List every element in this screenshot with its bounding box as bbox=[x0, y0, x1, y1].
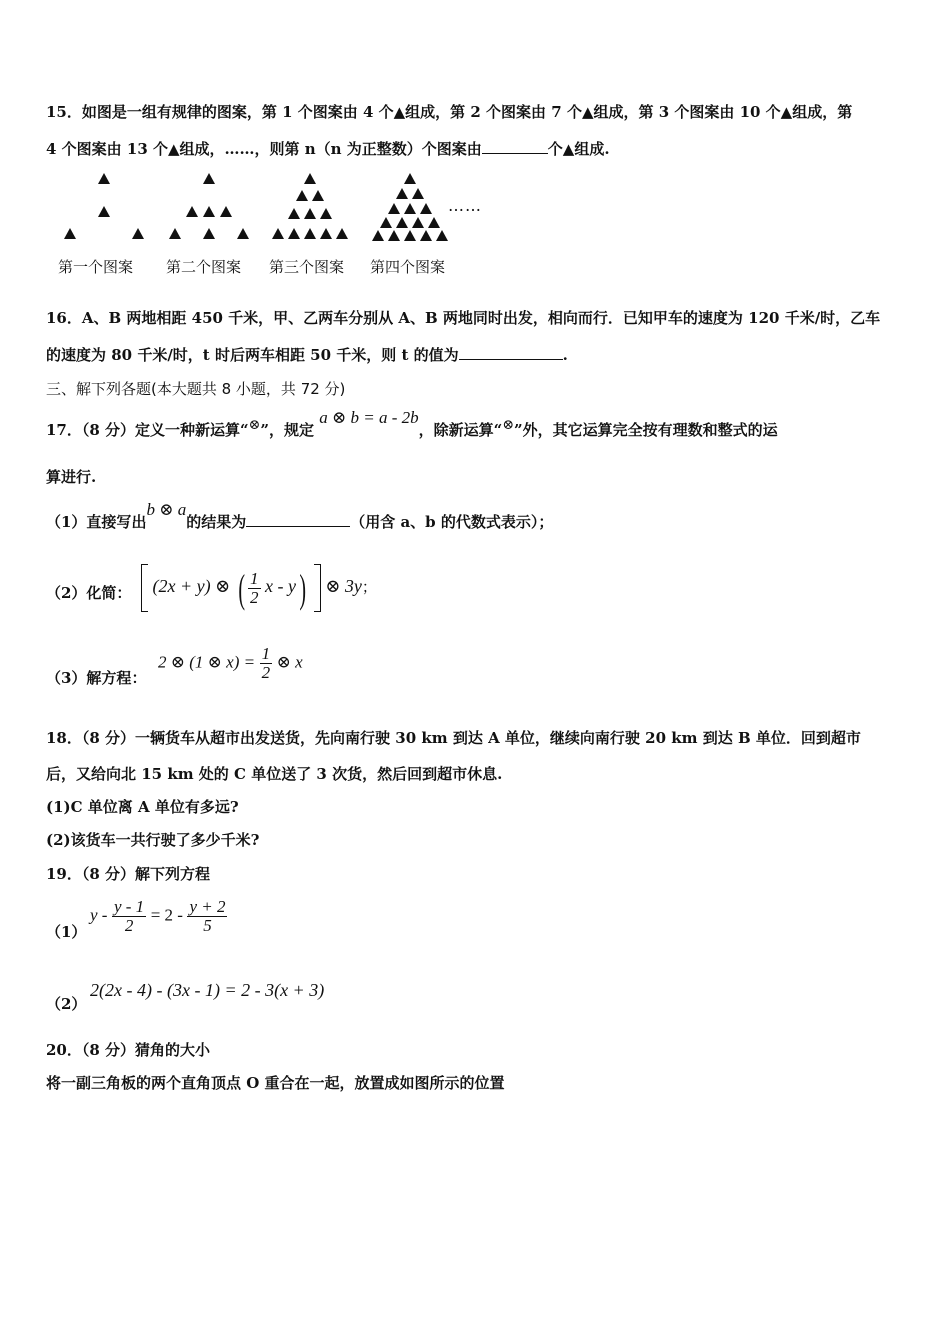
q19-part1-expr bbox=[90, 898, 227, 935]
caption-pattern-1: 第一个图案 bbox=[58, 258, 134, 276]
q17-part3-expr bbox=[158, 645, 303, 682]
q19-part1-label: （1） bbox=[46, 923, 87, 941]
q17-text-2: ”，规定 bbox=[260, 421, 315, 439]
q17-p2-right: x - y bbox=[265, 576, 297, 597]
q15-line2 bbox=[46, 139, 610, 159]
q17-p1-mid: 的结果为 bbox=[186, 513, 247, 531]
q19-p1-f1-den: 2 bbox=[124, 916, 134, 935]
pattern-1 bbox=[64, 173, 144, 239]
q17-p2-end: ； bbox=[361, 578, 377, 597]
q17-text-4: ”外，其它运算完全按有理数和整式的运 bbox=[514, 421, 778, 439]
pattern-ellipsis: …… bbox=[448, 196, 482, 215]
q15-line1: 15．如图是一组有规律的图案，第 1 个图案由 4 个▲组成，第 2 个图案由 7 个▲组成，第 3 个图案由 10 个▲组成，第 bbox=[46, 103, 853, 121]
section-3-heading: 三、解下列各题(本大题共 8 小题，共 72 分) bbox=[46, 380, 346, 398]
q17-p2-frac-num: 1 bbox=[250, 568, 259, 588]
otimes-symbol: ⊗ bbox=[248, 418, 261, 433]
q17-rule bbox=[319, 408, 418, 427]
q20-title: 20．（8 分）猜角的大小 bbox=[46, 1041, 211, 1059]
q19-p1-fraction-1 bbox=[112, 898, 146, 935]
q17-p1-answer-blank[interactable] bbox=[246, 512, 350, 527]
q17-p2-left: (2x + y) ⊗ bbox=[152, 576, 231, 597]
q17-p3-rhs: ⊗ x bbox=[276, 652, 303, 672]
q19-p2-expr-text: 2(2x - 4) - (3x - 1) = 2 - 3(x + 3) bbox=[90, 980, 325, 1000]
q17-rule-rhs: = a - 2b bbox=[363, 408, 419, 427]
left-paren: ( bbox=[238, 565, 245, 611]
q17-p2-tail: ⊗ 3y bbox=[325, 576, 362, 597]
q18-line2: 后，又给向北 15 km 处的 C 单位送了 3 次货，然后回到超市休息. bbox=[46, 765, 503, 783]
q17-p2-frac-den: 2 bbox=[250, 587, 259, 607]
q17-rule-lhs: a ⊗ b bbox=[319, 408, 360, 427]
caption-pattern-2: 第二个图案 bbox=[166, 258, 242, 276]
q17-p3-fraction bbox=[260, 645, 273, 682]
q17-p2-fraction bbox=[248, 570, 261, 607]
q17-part2-expr bbox=[141, 564, 377, 612]
q16-line2-text: 的速度为 80 千米/时，t 时后两车相距 50 千米，则 t 的值为 bbox=[46, 346, 459, 364]
q18-part1: (1)C 单位离 A 单位有多远? bbox=[46, 798, 239, 816]
q17-p3-frac-num: 1 bbox=[261, 644, 271, 663]
triangle-patterns-figure bbox=[52, 168, 462, 248]
caption-pattern-4: 第四个图案 bbox=[370, 258, 446, 276]
pattern-2 bbox=[169, 173, 249, 239]
q17-part2-label: （2）化简： bbox=[46, 584, 132, 602]
q17-line2: 算进行. bbox=[46, 468, 97, 486]
q17-p1-expr: b ⊗ a bbox=[146, 500, 187, 519]
q17-text-1: 17．（8 分）定义一种新运算“ bbox=[46, 421, 249, 439]
pattern-3 bbox=[272, 173, 348, 239]
otimes-symbol-2: ⊗ bbox=[502, 418, 515, 433]
right-bracket bbox=[314, 564, 321, 612]
q19-title: 19．（8 分）解下列方程 bbox=[46, 865, 211, 883]
q19-p1-fraction-2 bbox=[187, 898, 227, 935]
q17-line1 bbox=[46, 408, 778, 440]
q16-answer-blank[interactable] bbox=[459, 345, 563, 360]
pattern-4 bbox=[372, 173, 448, 241]
q17-p1-post: （用含 a、b 的代数式表示）； bbox=[350, 513, 554, 531]
q19-p1-a: y - bbox=[90, 905, 108, 925]
q20-line1: 将一副三角板的两个直角顶点 O 重合在一起，放置成如图所示的位置 bbox=[46, 1074, 505, 1092]
q19-part2-expr bbox=[90, 980, 324, 1001]
q16-line2-end: . bbox=[562, 346, 568, 364]
q17-p3-lhs: 2 ⊗ (1 ⊗ x) = bbox=[158, 652, 256, 672]
q17-part3-label: （3）解方程： bbox=[46, 669, 147, 687]
q19-p1-f2-num: y + 2 bbox=[189, 897, 226, 916]
left-bracket bbox=[141, 564, 148, 612]
q19-p1-b: = 2 - bbox=[150, 905, 183, 925]
q16-line2 bbox=[46, 345, 568, 365]
q17-p3-frac-den: 2 bbox=[261, 663, 271, 682]
caption-pattern-3: 第三个图案 bbox=[269, 258, 345, 276]
q15-line2-text: 4 个图案由 13 个▲组成，……，则第 n（n 为正整数）个图案由 bbox=[46, 140, 482, 158]
q19-p1-f2-den: 5 bbox=[203, 916, 212, 935]
q19-p1-f1-num: y - 1 bbox=[113, 897, 145, 916]
q17-text-3: ，除新运算“ bbox=[418, 421, 503, 439]
right-paren: ) bbox=[299, 565, 307, 611]
q15-line2-end: 个▲组成. bbox=[547, 140, 610, 158]
q17-part1 bbox=[46, 500, 554, 532]
q17-p1-label: （1）直接写出 bbox=[46, 513, 147, 531]
q19-part2-label: （2） bbox=[46, 995, 87, 1013]
q15-answer-blank[interactable] bbox=[482, 139, 548, 154]
q16-line1: 16．A、B 两地相距 450 千米，甲、乙两车分别从 A、B 两地同时出发，相向而行．已知甲车的速度为 120 千米/时，乙车 bbox=[46, 309, 881, 327]
q18-part2: (2)该货车一共行驶了多少千米? bbox=[46, 831, 260, 849]
q18-line1: 18．（8 分）一辆货车从超市出发送货，先向南行驶 30 km 到达 A 单位，继续向南行驶 20 km 到达 B 单位．回到超市 bbox=[46, 729, 861, 747]
